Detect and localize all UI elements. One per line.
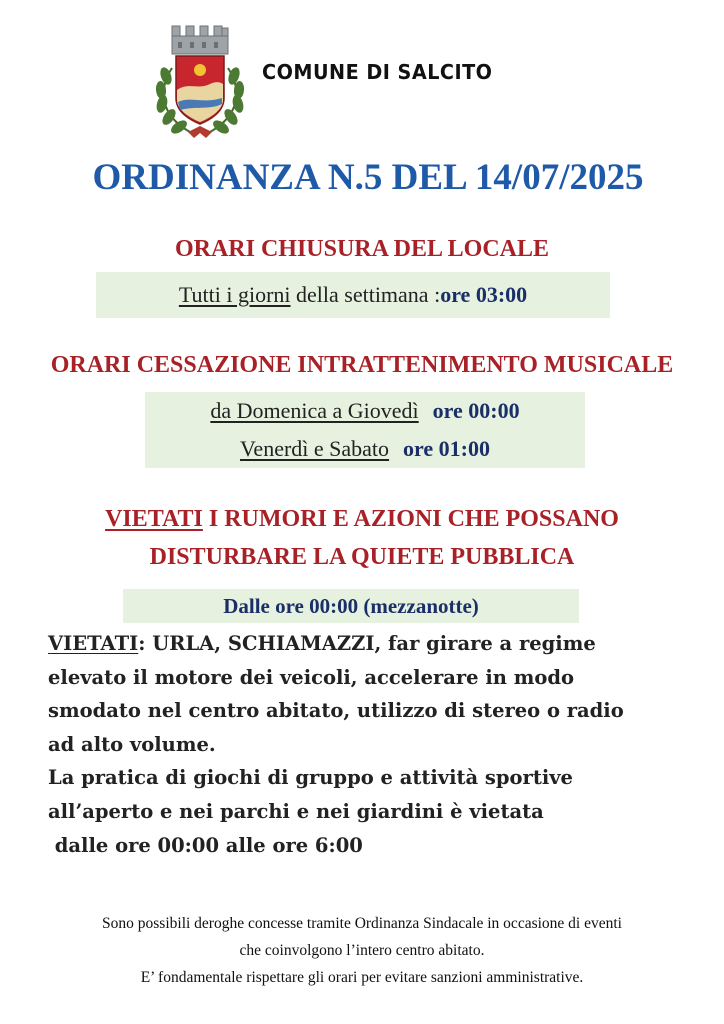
- music-hours-heading: ORARI CESSAZIONE INTRATTENIMENTO MUSICALE: [50, 352, 674, 378]
- footer-line: che coinvolgono l’intero centro abitato.: [239, 942, 485, 959]
- closing-hours-heading: ORARI CHIUSURA DEL LOCALE: [174, 236, 550, 262]
- ordinance-title: ORDINANZA N.5 DEL 14/07/2025: [92, 157, 644, 198]
- music-time: ore 01:00: [403, 436, 491, 461]
- municipal-crest-icon: [150, 20, 250, 142]
- prohibitions-line: elevato il motore dei veicoli, accelerare in modo: [48, 665, 575, 689]
- noise-ban-heading-line-1: VIETATI I RUMORI E AZIONI CHE POSSANO: [105, 506, 619, 532]
- music-hours-row: [145, 392, 585, 430]
- footer-notes: [0, 910, 724, 991]
- music-hours-box: [145, 392, 585, 468]
- noise-ban-time-box: [123, 589, 579, 623]
- prohibitions-line: smodato nel centro abitato, utilizzo di stereo o radio: [48, 699, 624, 723]
- closing-hours-box: [96, 272, 610, 318]
- prohibitions-line: ad alto volume.: [48, 732, 216, 756]
- prohibitions-line: all’aperto e nei parchi e nei giardini è vietata: [48, 799, 544, 823]
- music-time: ore 00:00: [432, 398, 520, 423]
- closing-days-label: Tutti i giorni della settimana :: [178, 282, 441, 307]
- prohibitions-line: dalle ore 00:00 alle ore 6:00: [48, 833, 363, 857]
- footer-line: Sono possibili deroghe concesse tramite Ordinanza Sindacale in occasione di eventi: [102, 915, 622, 932]
- music-days-label: da Domenica a Giovedì: [210, 398, 419, 423]
- music-days-label: Venerdì e Sabato: [239, 436, 390, 461]
- municipality-name: COMUNE DI SALCITO: [262, 60, 493, 84]
- noise-ban-time: Dalle ore 00:00 (mezzanotte): [223, 593, 479, 618]
- prohibitions-line: La pratica di giochi di gruppo e attività sportive: [48, 766, 573, 790]
- prohibitions-line: VIETATI: URLA, SCHIAMAZZI, far girare a regime: [48, 632, 596, 655]
- footer-line: E’ fondamentale rispettare gli orari per evitare sanzioni amministrative.: [140, 969, 584, 986]
- prohibitions-text: [48, 627, 688, 862]
- noise-ban-heading-line-2: DISTURBARE LA QUIETE PUBBLICA: [149, 544, 575, 570]
- music-hours-row: [145, 430, 585, 468]
- closing-time: ore 03:00: [440, 282, 528, 307]
